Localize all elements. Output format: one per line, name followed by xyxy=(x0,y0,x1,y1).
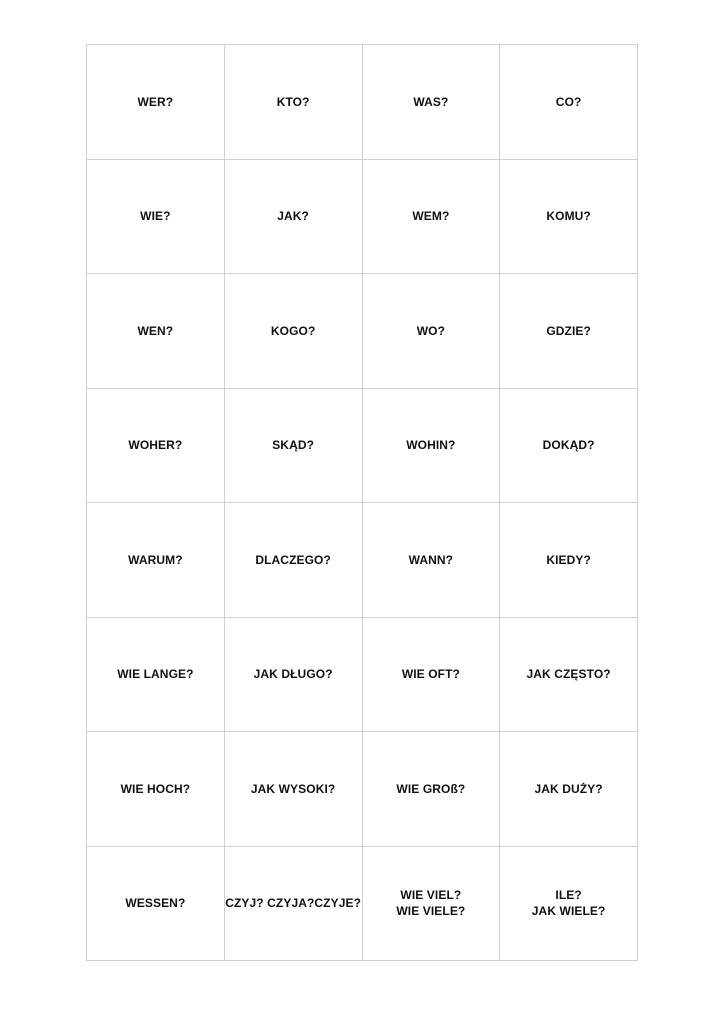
card-text: GDZIE? xyxy=(546,323,591,338)
card-ile xyxy=(500,847,638,962)
card-co xyxy=(500,45,638,160)
card-text: KTO? xyxy=(276,94,310,109)
card-text: KIEDY? xyxy=(546,552,591,567)
card-text: CO? xyxy=(555,94,582,109)
card-wer xyxy=(87,45,225,160)
card-text: KOMU? xyxy=(546,209,591,224)
card-text: WO? xyxy=(416,323,446,338)
card-text: JAK WYSOKI? xyxy=(250,781,336,796)
card-text: WARUM? xyxy=(128,552,183,567)
card-text: JAK DUŻY? xyxy=(534,781,603,796)
card-wem xyxy=(363,160,501,275)
flashcard-grid xyxy=(86,44,638,961)
card-jak xyxy=(225,160,363,275)
card-wohin xyxy=(363,389,501,504)
card-jak-duzy xyxy=(500,732,638,847)
card-text: DOKĄD? xyxy=(542,438,595,453)
card-text: WIE GROß? xyxy=(396,781,466,796)
card-wie xyxy=(87,160,225,275)
card-jak-wysoki xyxy=(225,732,363,847)
card-wie-viel xyxy=(363,847,501,962)
card-kto xyxy=(225,45,363,160)
card-woher xyxy=(87,389,225,504)
card-wie-hoch xyxy=(87,732,225,847)
card-text: SKĄD? xyxy=(272,438,315,453)
card-was xyxy=(363,45,501,160)
card-wen xyxy=(87,274,225,389)
card-jak-dlugo xyxy=(225,618,363,733)
card-jak-czesto xyxy=(500,618,638,733)
card-wie-oft xyxy=(363,618,501,733)
card-text: JAK CZĘSTO? xyxy=(526,667,611,682)
card-text: WER? xyxy=(137,94,174,109)
card-text: WEN? xyxy=(137,323,174,338)
card-dokad xyxy=(500,389,638,504)
card-skad xyxy=(225,389,363,504)
card-czyj xyxy=(225,847,363,962)
card-wie-gross xyxy=(363,732,501,847)
card-text: WIE VIEL? WIE VIELE? xyxy=(396,888,466,919)
card-komu xyxy=(500,160,638,275)
card-text: JAK DŁUGO? xyxy=(253,667,333,682)
card-text: WESSEN? xyxy=(125,896,186,911)
card-gdzie xyxy=(500,274,638,389)
card-text: CZYJ? CZYJA?CZYJE? xyxy=(225,896,362,911)
card-kogo xyxy=(225,274,363,389)
card-text: WOHER? xyxy=(128,438,183,453)
card-wessen xyxy=(87,847,225,962)
card-text: KOGO? xyxy=(270,323,316,338)
card-text: WIE LANGE? xyxy=(117,667,194,682)
card-text: DLACZEGO? xyxy=(255,552,331,567)
card-warum xyxy=(87,503,225,618)
card-text: WIE? xyxy=(140,209,171,224)
card-wo xyxy=(363,274,501,389)
card-text: WIE HOCH? xyxy=(120,781,191,796)
card-text: WANN? xyxy=(408,552,454,567)
card-text: JAK? xyxy=(277,209,309,224)
card-text: WOHIN? xyxy=(406,438,456,453)
card-dlaczego xyxy=(225,503,363,618)
card-wann xyxy=(363,503,501,618)
card-text: ILE? JAK WIELE? xyxy=(531,888,606,919)
card-text: WAS? xyxy=(413,94,449,109)
card-wie-lange xyxy=(87,618,225,733)
card-text: WEM? xyxy=(412,209,450,224)
card-text: WIE OFT? xyxy=(401,667,460,682)
card-kiedy xyxy=(500,503,638,618)
